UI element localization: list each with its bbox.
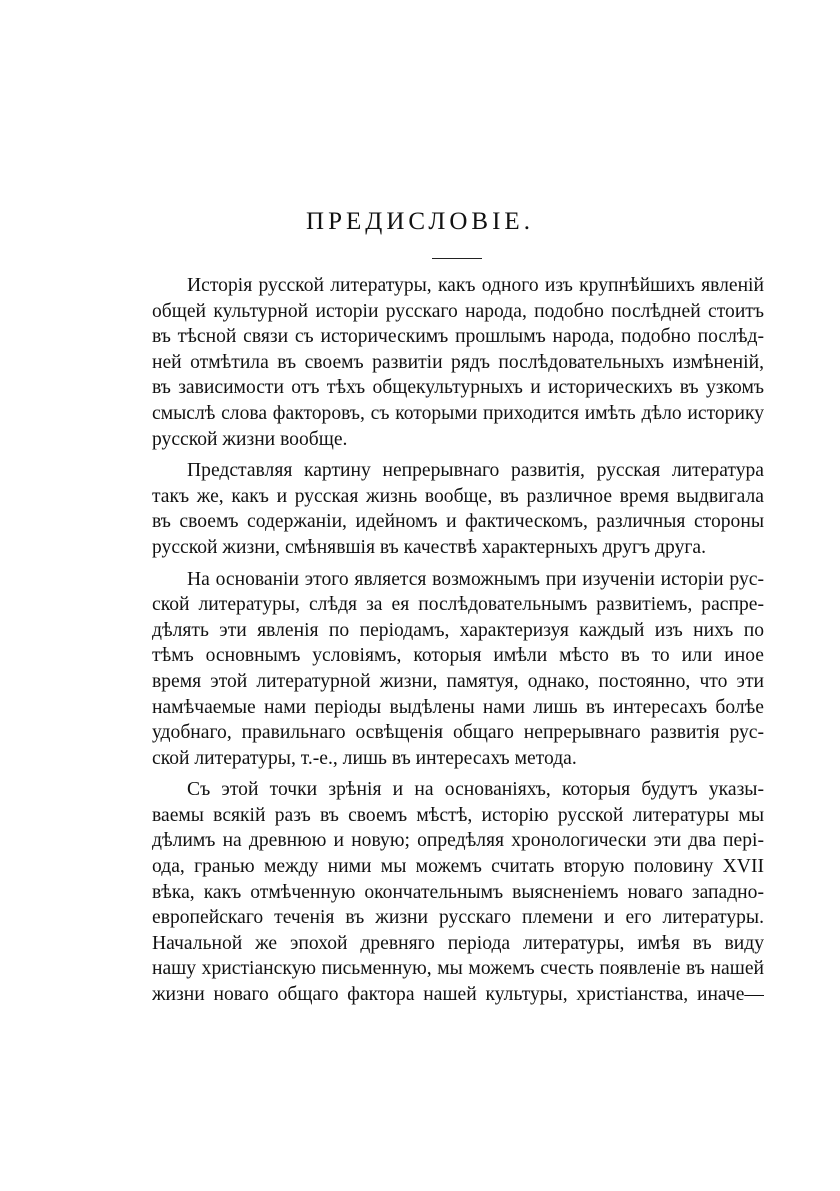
text-line: намѣчаемые нами періоды выдѣлены нами лишь въ интересахъ болѣе [152, 696, 764, 718]
text-line: дѣлять эти явленія по періодамъ, характеризуя каждый изъ нихъ по [152, 619, 764, 641]
text-line: ней отмѣтила въ своемъ развитіи рядъ послѣдовательныхъ измѣненій, [152, 351, 764, 373]
text-line: такъ же, какъ и русская жизнь вообще, въ различное время выдвигала [152, 485, 764, 507]
text-line: удобнаго, правильнаго освѣщенія общаго непрерывнаго развитія рус- [152, 722, 764, 744]
title-underline-rule [432, 258, 482, 259]
text-line: Представляя картину непрерывнаго развитія, русская литература [187, 460, 764, 482]
text-line: въ своемъ содержаніи, идейномъ и фактическомъ, различныя стороны [152, 511, 764, 533]
page-title: ПРЕДИСЛОВІЕ. [306, 208, 534, 235]
text-line: европейскаго теченія въ жизни русскаго племени и его литературы. [152, 907, 764, 929]
text-line: жизни новаго общаго фактора нашей культуры, христіанства, иначе— [152, 984, 764, 1006]
text-line: смыслѣ слова факторовъ, съ которыми приходится имѣть дѣло историку [152, 402, 764, 424]
text-line: ской литературы, слѣдя за ея послѣдовательнымъ развитіемъ, распре- [152, 594, 764, 616]
text-line: русской жизни, смѣнявшія въ качествѣ характерныхъ другъ друга. [152, 536, 706, 558]
text-line: въ тѣсной связи съ историческимъ прошлымъ народа, подобно послѣд- [152, 326, 764, 348]
text-line: Исторія русской литературы, какъ одного изъ крупнѣйшихъ явленій [187, 275, 764, 296]
text-line: ваемы всякій разъ въ своемъ мѣстѣ, исторію русской литературы мы [152, 804, 764, 826]
text-line: нашу христіанскую письменную, мы можемъ счесть появленіе въ нашей [152, 958, 764, 980]
preface-text [152, 273, 764, 1008]
text-line: ской литературы, т.-е., лишь въ интересахъ метода. [152, 747, 577, 769]
text-line: тѣмъ основнымъ условіямъ, которыя имѣли мѣсто въ то или иное [152, 645, 764, 667]
text-line: общей культурной исторіи русскаго народа, подобно послѣдней стоитъ [152, 300, 764, 322]
text-line: русской жизни вообще. [152, 428, 348, 450]
text-line: вѣка, какъ отмѣченную окончательнымъ выясненіемъ новаго западно- [152, 881, 764, 903]
text-line: ода, гранью между ними мы можемъ считать вторую половину XVII [152, 856, 764, 878]
text-line: дѣлимъ на древнюю и новую; опредѣляя хронологически эти два пері- [152, 830, 764, 852]
text-line: въ зависимости отъ тѣхъ общекультурныхъ и историческихъ въ узкомъ [152, 377, 764, 399]
text-line: время этой литературной жизни, памятуя, однако, постоянно, что эти [152, 670, 764, 692]
text-line: Начальной же эпохой древняго періода литературы, имѣя въ виду [152, 932, 764, 954]
text-line: На основаніи этого является возможнымъ при изученіи исторіи рус- [187, 568, 764, 590]
text-line: Съ этой точки зрѣнія и на основаніяхъ, которыя будутъ указы- [187, 779, 764, 801]
